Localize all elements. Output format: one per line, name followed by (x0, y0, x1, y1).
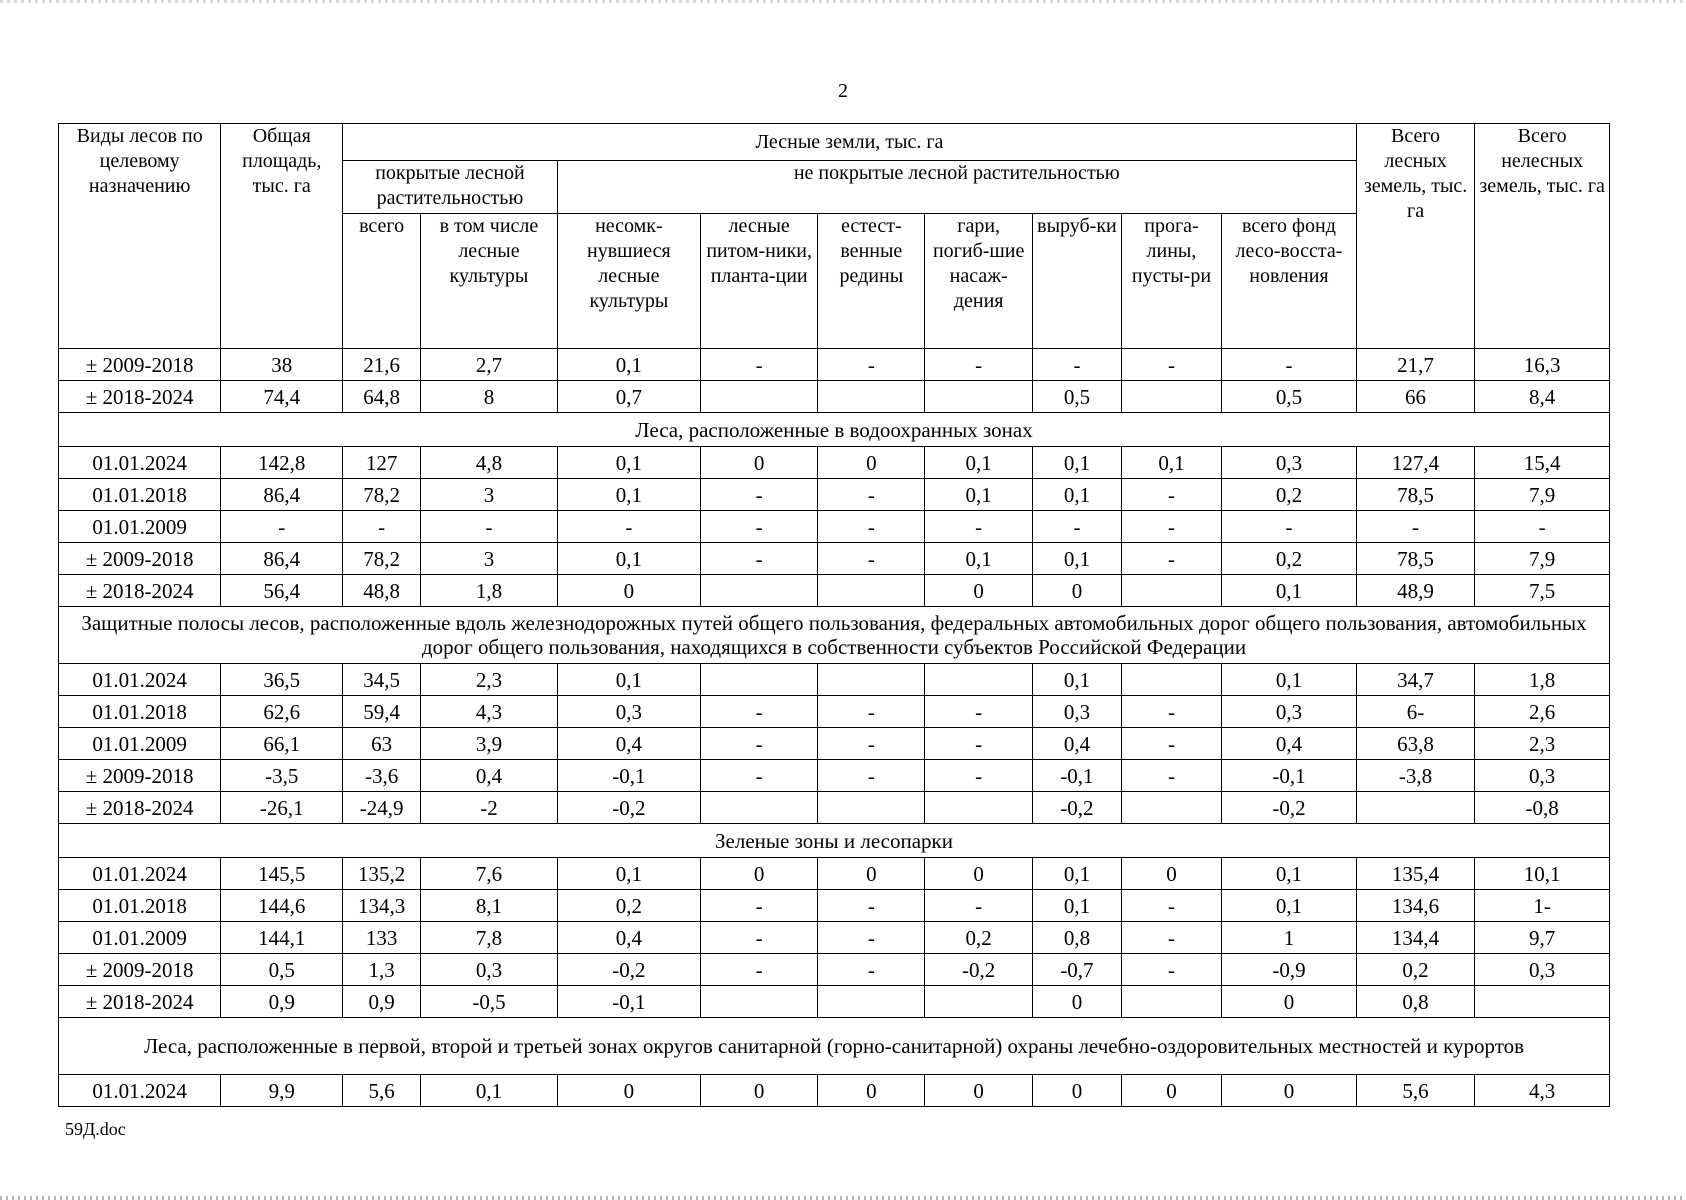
table-cell: 78,2 (343, 479, 421, 511)
row-label-cell: 01.01.2024 (59, 858, 221, 890)
table-row (59, 890, 1610, 922)
table-cell: - (1033, 349, 1122, 381)
table-cell: 0 (925, 1075, 1033, 1107)
table-cell: - (925, 728, 1033, 760)
table-cell: - (925, 511, 1033, 543)
table-cell: 0,1 (1121, 447, 1221, 479)
table-cell: 142,8 (221, 447, 343, 479)
table-cell: 127,4 (1356, 447, 1475, 479)
row-label-cell: 01.01.2009 (59, 922, 221, 954)
table-cell: 0 (1033, 1075, 1122, 1107)
table-cell: 0 (1222, 986, 1357, 1018)
footer-filename: 59Д.doc (65, 1119, 126, 1139)
table-cell: 38 (221, 349, 343, 381)
table-row (59, 792, 1610, 824)
table-cell: 15,4 (1475, 447, 1610, 479)
table-cell: -0,1 (557, 760, 700, 792)
table-cell: 1- (1475, 890, 1610, 922)
table-row (59, 696, 1610, 728)
table-cell: 7,6 (421, 858, 558, 890)
table-cell: -0,2 (557, 954, 700, 986)
table-cell: - (1356, 511, 1475, 543)
table-cell: - (1121, 728, 1221, 760)
table-cell: 8,1 (421, 890, 558, 922)
table-cell: 0,2 (557, 890, 700, 922)
header-not-covered: не покрытые лесной растительностью (557, 161, 1356, 214)
table-cell: - (1121, 922, 1221, 954)
table-cell (1121, 986, 1221, 1018)
table-cell: -0,2 (925, 954, 1033, 986)
table-row (59, 575, 1610, 607)
row-label-cell: ± 2009-2018 (59, 760, 221, 792)
table-cell: - (818, 890, 925, 922)
table-cell: 78,5 (1356, 543, 1475, 575)
table-cell: 0,7 (557, 381, 700, 413)
table-cell: 5,6 (1356, 1075, 1475, 1107)
table-cell: 0,1 (421, 1075, 558, 1107)
table-cell: - (818, 696, 925, 728)
table-cell (925, 381, 1033, 413)
table-cell: 0,1 (557, 349, 700, 381)
table-cell: -0,2 (1033, 792, 1122, 824)
table-cell: 36,5 (221, 664, 343, 696)
table-cell (1121, 381, 1221, 413)
table-cell: 7,5 (1475, 575, 1610, 607)
table-cell: 4,3 (1475, 1075, 1610, 1107)
header-types: Виды лесов по целевому назначению (59, 124, 221, 349)
section-title: Леса, расположенные в первой, второй и третьей зонах округов санитарной (горно-санитарной) охраны лечебно-оздоровительных местностей и курортов (59, 1018, 1610, 1075)
row-label-cell: 01.01.2018 (59, 890, 221, 922)
row-label-cell: ± 2009-2018 (59, 543, 221, 575)
table-row (59, 381, 1610, 413)
table-cell: 8 (421, 381, 558, 413)
table-cell (1475, 986, 1610, 1018)
section-title: Зеленые зоны и лесопарки (59, 824, 1610, 858)
table-cell (818, 792, 925, 824)
table-cell: -0,1 (1033, 760, 1122, 792)
table-cell: - (925, 349, 1033, 381)
table-cell: -0,7 (1033, 954, 1122, 986)
table-cell: 0,8 (1356, 986, 1475, 1018)
table-cell: - (221, 511, 343, 543)
table-cell: 0,1 (557, 479, 700, 511)
table-cell: 0,5 (221, 954, 343, 986)
table-cell: 10,1 (1475, 858, 1610, 890)
table-cell: 134,3 (343, 890, 421, 922)
table-row (59, 922, 1610, 954)
table-cell: 62,6 (221, 696, 343, 728)
table-row (59, 479, 1610, 511)
table-cell: 48,9 (1356, 575, 1475, 607)
table-cell: 0,5 (1222, 381, 1357, 413)
table-cell: 66,1 (221, 728, 343, 760)
table-cell: 3 (421, 543, 558, 575)
table-cell: 0,1 (557, 664, 700, 696)
table-cell: - (700, 696, 817, 728)
table-cell: 0,8 (1033, 922, 1122, 954)
table-cell: - (818, 511, 925, 543)
table-cell: - (1121, 954, 1221, 986)
table-cell: 56,4 (221, 575, 343, 607)
header-reforestation-fund: всего фонд лесо-восста-новления (1222, 214, 1357, 349)
table-cell: - (700, 349, 817, 381)
table-cell: 0,1 (1033, 664, 1122, 696)
table-cell: 0 (818, 858, 925, 890)
table-cell: 2,3 (1475, 728, 1610, 760)
section-title: Леса, расположенные в водоохранных зонах (59, 413, 1610, 447)
table-cell: 1 (1222, 922, 1357, 954)
header-total-nonforest: Всего нелесных земель, тыс. га (1475, 124, 1610, 349)
table-cell: - (343, 511, 421, 543)
table-cell: 0 (700, 858, 817, 890)
table-cell: 2,3 (421, 664, 558, 696)
header-burnt-dead: гари, погиб-шие насаж-дения (925, 214, 1033, 349)
table-cell: 127 (343, 447, 421, 479)
table-cell: - (700, 511, 817, 543)
table-cell: 0,2 (1356, 954, 1475, 986)
table-cell: 0 (700, 1075, 817, 1107)
table-cell: 0,2 (1222, 543, 1357, 575)
table-cell: 0 (1033, 986, 1122, 1018)
section-title: Защитные полосы лесов, расположенные вдоль железнодорожных путей общего пользования, федеральных автомобильных дорог общего пользования, автомобильных дорог общего пользования, находящихся в собственности субъектов Российской Федерации (59, 607, 1610, 664)
table-cell: 7,9 (1475, 543, 1610, 575)
table-cell: -26,1 (221, 792, 343, 824)
row-label-cell: ± 2018-2024 (59, 986, 221, 1018)
table-cell: 0,3 (1222, 696, 1357, 728)
table-body (59, 349, 1610, 1107)
table-cell: 4,3 (421, 696, 558, 728)
table-cell: 0,4 (421, 760, 558, 792)
table-cell: 0 (700, 447, 817, 479)
table-row (59, 349, 1610, 381)
table-cell: -3,8 (1356, 760, 1475, 792)
table-cell: - (557, 511, 700, 543)
table-cell: 2,6 (1475, 696, 1610, 728)
table-cell: 0,1 (1033, 447, 1122, 479)
table-row (59, 954, 1610, 986)
table-cell: 0,1 (1033, 858, 1122, 890)
forest-lands-table (58, 123, 1610, 1107)
table-cell: 0,4 (557, 922, 700, 954)
row-label-cell: 01.01.2024 (59, 664, 221, 696)
table-cell (818, 664, 925, 696)
table-cell: 134,4 (1356, 922, 1475, 954)
table-cell: 0,1 (925, 543, 1033, 575)
table-cell: - (818, 954, 925, 986)
table-cell (818, 575, 925, 607)
table-cell: - (1222, 511, 1357, 543)
table-cell: - (925, 760, 1033, 792)
section-row (59, 1018, 1610, 1075)
table-cell: 0,3 (557, 696, 700, 728)
header-nurseries: лесные питом-ники, планта-ции (700, 214, 817, 349)
header-cuttings: выруб-ки (1033, 214, 1122, 349)
header-covered-total: всего (343, 214, 421, 349)
table-cell: - (700, 890, 817, 922)
table-cell: 4,8 (421, 447, 558, 479)
table-cell (700, 664, 817, 696)
table-cell: 0,1 (1033, 479, 1122, 511)
table-cell: 59,4 (343, 696, 421, 728)
table-cell: 0 (1033, 575, 1122, 607)
table-cell: 8,4 (1475, 381, 1610, 413)
row-label-cell: ± 2018-2024 (59, 575, 221, 607)
table-cell: - (700, 922, 817, 954)
table-row (59, 1075, 1610, 1107)
table-cell (925, 664, 1033, 696)
row-label-cell: 01.01.2018 (59, 479, 221, 511)
table-cell: 63,8 (1356, 728, 1475, 760)
row-label-cell: ± 2009-2018 (59, 954, 221, 986)
table-cell: 86,4 (221, 479, 343, 511)
table-cell: 34,7 (1356, 664, 1475, 696)
table-cell: - (1121, 890, 1221, 922)
table-cell: 0,1 (1222, 575, 1357, 607)
table-cell: -0,1 (1222, 760, 1357, 792)
table-cell (818, 986, 925, 1018)
table-cell: 9,7 (1475, 922, 1610, 954)
table-cell (1121, 575, 1221, 607)
table-cell: - (1121, 349, 1221, 381)
table-cell: 7,8 (421, 922, 558, 954)
table-cell: - (1033, 511, 1122, 543)
table-cell: -0,9 (1222, 954, 1357, 986)
table-cell: 0,4 (557, 728, 700, 760)
table-cell: - (700, 954, 817, 986)
table-cell: 144,6 (221, 890, 343, 922)
table-cell: - (700, 760, 817, 792)
table-cell: 5,6 (343, 1075, 421, 1107)
table-cell: 0,1 (925, 479, 1033, 511)
table-cell: 1,3 (343, 954, 421, 986)
section-row (59, 413, 1610, 447)
header-total-area: Общая площадь, тыс. га (221, 124, 343, 349)
table-cell: 3,9 (421, 728, 558, 760)
table-cell: 0,1 (1033, 890, 1122, 922)
row-label-cell: 01.01.2024 (59, 447, 221, 479)
table-cell: 0 (925, 575, 1033, 607)
scan-edge-bottom (0, 1196, 1686, 1200)
table-cell: -3,6 (343, 760, 421, 792)
row-label-cell: 01.01.2009 (59, 511, 221, 543)
table-cell: 3 (421, 479, 558, 511)
header-covered: покрытые лесной растительностью (343, 161, 558, 214)
row-label-cell: 01.01.2009 (59, 728, 221, 760)
table-cell: 0,3 (1475, 954, 1610, 986)
table-cell: 21,7 (1356, 349, 1475, 381)
table-cell: 48,8 (343, 575, 421, 607)
page-number: 2 (838, 80, 848, 102)
table-cell: 0,4 (1033, 728, 1122, 760)
table-cell (700, 575, 817, 607)
table-cell: 6- (1356, 696, 1475, 728)
table-cell (1356, 792, 1475, 824)
table-row (59, 511, 1610, 543)
table-cell: 66 (1356, 381, 1475, 413)
table-cell: -0,2 (1222, 792, 1357, 824)
table-cell: 2,7 (421, 349, 558, 381)
table-cell: 0 (818, 447, 925, 479)
table-cell: 0,1 (557, 447, 700, 479)
table-cell (700, 986, 817, 1018)
table-cell: -3,5 (221, 760, 343, 792)
table-cell (1121, 664, 1221, 696)
table-cell: - (1121, 543, 1221, 575)
table-cell: 0,2 (1222, 479, 1357, 511)
header-natural-sparse: естест-венные редины (818, 214, 925, 349)
table-cell: - (1475, 511, 1610, 543)
table-row (59, 543, 1610, 575)
table-cell: 144,1 (221, 922, 343, 954)
table-cell: 145,5 (221, 858, 343, 890)
table-cell: 0 (818, 1075, 925, 1107)
table-cell: -0,2 (557, 792, 700, 824)
table-cell: 0,1 (1222, 664, 1357, 696)
table-cell: 7,9 (1475, 479, 1610, 511)
table-cell: 16,3 (1475, 349, 1610, 381)
table-cell: 1,8 (1475, 664, 1610, 696)
table-cell: -24,9 (343, 792, 421, 824)
table-cell: -0,1 (557, 986, 700, 1018)
table-cell: 0,4 (1222, 728, 1357, 760)
table-cell: - (818, 543, 925, 575)
table-cell: 0,3 (421, 954, 558, 986)
table-cell: 0,3 (1475, 760, 1610, 792)
table-cell: - (421, 511, 558, 543)
row-label-cell: 01.01.2018 (59, 696, 221, 728)
header-covered-cultures: в том числе лесные культуры (421, 214, 558, 349)
table-cell (818, 381, 925, 413)
table-row (59, 858, 1610, 890)
table-cell: -0,8 (1475, 792, 1610, 824)
table-cell: 0,1 (557, 543, 700, 575)
row-label-cell: ± 2009-2018 (59, 349, 221, 381)
header-glades: прога-лины, пусты-ри (1121, 214, 1221, 349)
table-cell: - (818, 479, 925, 511)
table-cell: 133 (343, 922, 421, 954)
table-row (59, 760, 1610, 792)
table-cell: 64,8 (343, 381, 421, 413)
section-row (59, 607, 1610, 664)
table-row (59, 728, 1610, 760)
table-cell: - (1121, 696, 1221, 728)
table-cell (700, 792, 817, 824)
table-cell: 9,9 (221, 1075, 343, 1107)
table-cell: 78,2 (343, 543, 421, 575)
table-cell (700, 381, 817, 413)
table-cell: 0,1 (1222, 858, 1357, 890)
scan-edge-top (0, 0, 1686, 3)
table-cell (925, 986, 1033, 1018)
table-cell: 0,1 (1033, 543, 1122, 575)
table-cell: 74,4 (221, 381, 343, 413)
table-cell: - (700, 543, 817, 575)
table-cell: -0,5 (421, 986, 558, 1018)
table-cell: 0 (925, 858, 1033, 890)
table-cell (1121, 792, 1221, 824)
table-cell: 0,3 (1222, 447, 1357, 479)
table-cell: - (818, 349, 925, 381)
table-cell: 0 (1121, 858, 1221, 890)
table-cell: - (818, 922, 925, 954)
table-cell: 0 (557, 1075, 700, 1107)
table-cell: - (700, 479, 817, 511)
table-cell: 0,3 (1033, 696, 1122, 728)
table-cell: 134,6 (1356, 890, 1475, 922)
table-cell: 0 (557, 575, 700, 607)
table-cell: - (818, 760, 925, 792)
table-cell: - (1121, 511, 1221, 543)
table-cell: 0 (1222, 1075, 1357, 1107)
table-cell: 0,1 (1222, 890, 1357, 922)
table-cell: - (818, 728, 925, 760)
table-cell: 0 (1121, 1075, 1221, 1107)
table-cell: 135,4 (1356, 858, 1475, 890)
table-cell: 21,6 (343, 349, 421, 381)
table-cell: 1,8 (421, 575, 558, 607)
table-cell: 34,5 (343, 664, 421, 696)
table-cell: 0,9 (221, 986, 343, 1018)
table-header (59, 124, 1610, 349)
table-cell: 86,4 (221, 543, 343, 575)
row-label-cell: ± 2018-2024 (59, 381, 221, 413)
table-cell: 0,2 (925, 922, 1033, 954)
table-cell: 135,2 (343, 858, 421, 890)
table-cell: 78,5 (1356, 479, 1475, 511)
table-cell: -2 (421, 792, 558, 824)
header-forest-lands: Лесные земли, тыс. га (343, 124, 1357, 161)
table-cell: - (925, 696, 1033, 728)
table-row (59, 664, 1610, 696)
table-cell: 0,1 (557, 858, 700, 890)
table-cell: - (1121, 760, 1221, 792)
table-cell: 0,5 (1033, 381, 1122, 413)
table-cell: 0,9 (343, 986, 421, 1018)
table-cell: 0,1 (925, 447, 1033, 479)
section-row (59, 824, 1610, 858)
table-cell: - (700, 728, 817, 760)
table-cell: - (1121, 479, 1221, 511)
table-cell (925, 792, 1033, 824)
header-total-forest: Всего лесных земель, тыс. га (1356, 124, 1475, 349)
header-unclosed-cultures: несомк-нувшиеся лесные культуры (557, 214, 700, 349)
table-cell: - (1222, 349, 1357, 381)
table-cell: - (925, 890, 1033, 922)
table-cell: 63 (343, 728, 421, 760)
table-row (59, 986, 1610, 1018)
row-label-cell: ± 2018-2024 (59, 792, 221, 824)
table-row (59, 447, 1610, 479)
row-label-cell: 01.01.2024 (59, 1075, 221, 1107)
